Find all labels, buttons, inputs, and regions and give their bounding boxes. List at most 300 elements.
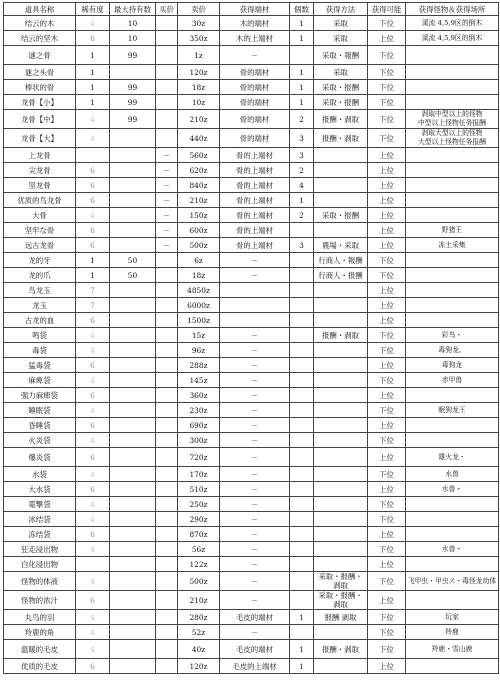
source-cell [406, 283, 499, 298]
source-cell [406, 46, 499, 65]
availability-cell: 下位 [368, 328, 406, 343]
method-cell: 農場・采取 [314, 238, 368, 253]
max-hold-cell: 99 [110, 110, 156, 129]
max-hold-cell: 99 [110, 95, 156, 110]
method-cell: 采取・報酬 [314, 46, 368, 65]
availability-cell: 上位 [368, 283, 406, 298]
availability-cell: 上位 [368, 448, 406, 467]
material-cell: － [220, 497, 290, 512]
item-name-cell: 狂走浸出物 [4, 542, 76, 557]
buy-price-cell: － [156, 163, 178, 178]
col-header-max-hold: 最大持有数 [110, 3, 156, 16]
table-row [4, 148, 499, 163]
item-name-cell: 坚牢な骨 [4, 223, 76, 238]
item-name-cell: 优质的鸟龙骨 [4, 193, 76, 208]
rarity-cell: 4 [76, 373, 110, 388]
sell-price-cell: 690z [178, 418, 220, 433]
buy-price-cell: － [156, 238, 178, 253]
rarity-cell: 6 [76, 223, 110, 238]
rarity-cell: 6 [76, 659, 110, 674]
table-row [4, 482, 499, 497]
buy-price-cell [156, 65, 178, 80]
buy-price-cell [156, 591, 178, 610]
method-cell [314, 373, 368, 388]
count-cell: 1 [290, 16, 314, 31]
material-cell: － [220, 572, 290, 591]
count-cell [290, 625, 314, 640]
count-cell [290, 298, 314, 313]
count-cell: 2 [290, 163, 314, 178]
material-cell: － [220, 388, 290, 403]
max-hold-cell [110, 557, 156, 572]
material-cell: － [220, 403, 290, 418]
method-cell: 行商人・報酬 [314, 253, 368, 268]
material-cell: － [220, 467, 290, 482]
material-cell: 毛皮的端材 [220, 640, 290, 659]
buy-price-cell [156, 659, 178, 674]
rarity-cell: 4 [76, 328, 110, 343]
item-name-cell: 上龙骨 [4, 148, 76, 163]
rarity-cell: 1 [76, 46, 110, 65]
max-hold-cell [110, 625, 156, 640]
availability-cell: 下位 [368, 343, 406, 358]
method-cell [314, 148, 368, 163]
buy-price-cell [156, 283, 178, 298]
count-cell [290, 358, 314, 373]
table-row [4, 163, 499, 178]
material-cell [220, 298, 290, 313]
rarity-cell: 6 [76, 163, 110, 178]
sell-price-cell: 288z [178, 358, 220, 373]
count-cell [290, 527, 314, 542]
count-cell [290, 253, 314, 268]
source-cell: 水兽 [406, 467, 499, 482]
table-row [4, 557, 499, 572]
source-cell [406, 659, 499, 674]
buy-price-cell [156, 557, 178, 572]
item-name-cell: 猛毒袋 [4, 358, 76, 373]
item-name-cell: 爆炎袋 [4, 448, 76, 467]
material-cell: － [220, 542, 290, 557]
buy-price-cell: － [156, 223, 178, 238]
source-cell [406, 178, 499, 193]
rarity-cell: 6 [76, 193, 110, 208]
availability-cell: 下位 [368, 16, 406, 31]
max-hold-cell [110, 298, 156, 313]
rarity-cell: 4 [76, 497, 110, 512]
availability-cell: 上位 [368, 298, 406, 313]
count-cell: 1 [290, 640, 314, 659]
table-row [4, 467, 499, 482]
item-name-cell: 丸鸟的羽 [4, 610, 76, 625]
method-cell [314, 448, 368, 467]
sell-price-cell: 6000z [178, 298, 220, 313]
rarity-cell: 4 [76, 129, 110, 148]
item-name-cell: 睡眠袋 [4, 403, 76, 418]
item-name-cell: 火炎袋 [4, 433, 76, 448]
table-row [4, 659, 499, 674]
count-cell [290, 591, 314, 610]
sell-price-cell: 600z [178, 223, 220, 238]
sell-price-cell: 560z [178, 148, 220, 163]
source-cell [406, 80, 499, 95]
method-cell: 报酬・剥取 [314, 328, 368, 343]
rarity-cell: 4 [76, 542, 110, 557]
buy-price-cell: － [156, 148, 178, 163]
material-cell: 骨的上端材 [220, 148, 290, 163]
buy-price-cell [156, 313, 178, 328]
count-cell [290, 373, 314, 388]
max-hold-cell [110, 527, 156, 542]
max-hold-cell [110, 358, 156, 373]
buy-price-cell [156, 448, 178, 467]
material-cell: 骨的上端材 [220, 163, 290, 178]
count-cell [290, 403, 314, 418]
table-row [4, 591, 499, 610]
rarity-cell: 1 [76, 253, 110, 268]
max-hold-cell: 99 [110, 80, 156, 95]
rarity-cell: 4 [76, 433, 110, 448]
count-cell [290, 313, 314, 328]
item-table [3, 2, 499, 674]
source-cell [406, 557, 499, 572]
max-hold-cell [110, 223, 156, 238]
max-hold-cell [110, 343, 156, 358]
buy-price-cell [156, 46, 178, 65]
rarity-cell: 4 [76, 403, 110, 418]
table-row [4, 512, 499, 527]
rarity-cell: 6 [76, 527, 110, 542]
item-name-cell: 水袋 [4, 467, 76, 482]
rarity-cell: 7 [76, 298, 110, 313]
availability-cell: 下位 [368, 129, 406, 148]
source-cell [406, 497, 499, 512]
buy-price-cell [156, 433, 178, 448]
source-cell: 玩家 [406, 610, 499, 625]
sell-price-cell: 250z [178, 497, 220, 512]
material-cell: 骨的上端材 [220, 238, 290, 253]
availability-cell: 下位 [368, 640, 406, 659]
sell-price-cell: 210z [178, 591, 220, 610]
count-cell [290, 418, 314, 433]
sell-price-cell: 1z [178, 46, 220, 65]
item-name-cell: 怪物的体液 [4, 572, 76, 591]
max-hold-cell [110, 448, 156, 467]
availability-cell: 下位 [368, 610, 406, 625]
method-cell [314, 467, 368, 482]
sell-price-cell: 350z [178, 31, 220, 46]
availability-cell: 上位 [368, 591, 406, 610]
max-hold-cell [110, 512, 156, 527]
sell-price-cell: 15z [178, 328, 220, 343]
method-cell [314, 482, 368, 497]
rarity-cell: 4 [76, 610, 110, 625]
rarity-cell [76, 557, 110, 572]
table-row [4, 625, 499, 640]
availability-cell: 上位 [368, 482, 406, 497]
max-hold-cell [110, 640, 156, 659]
availability-cell: 下位 [368, 373, 406, 388]
table-row [4, 328, 499, 343]
sell-price-cell: 122z [178, 557, 220, 572]
material-cell [220, 283, 290, 298]
material-cell: － [220, 358, 290, 373]
sell-price-cell: 440z [178, 129, 220, 148]
item-name-cell: 鸟龙玉 [4, 283, 76, 298]
availability-cell: 下位 [368, 497, 406, 512]
table-row [4, 298, 499, 313]
table-row [4, 238, 499, 253]
method-cell [314, 178, 368, 193]
method-cell [314, 283, 368, 298]
buy-price-cell [156, 403, 178, 418]
max-hold-cell [110, 193, 156, 208]
buy-price-cell: － [156, 193, 178, 208]
source-cell [406, 65, 499, 80]
method-cell [314, 403, 368, 418]
sell-price-cell: 4850z [178, 283, 220, 298]
col-header-availability: 获得可能 [368, 3, 406, 16]
max-hold-cell: 99 [110, 46, 156, 65]
col-header-source: 获得怪物＆获得场所 [406, 3, 499, 16]
buy-price-cell [156, 31, 178, 46]
buy-price-cell [156, 625, 178, 640]
buy-price-cell [156, 418, 178, 433]
item-name-cell: 大水袋 [4, 482, 76, 497]
table-row [4, 640, 499, 659]
item-name-cell: 毒袋 [4, 343, 76, 358]
count-cell: 3 [290, 129, 314, 148]
rarity-cell: 1 [76, 95, 110, 110]
rarity-cell: 6 [76, 178, 110, 193]
max-hold-cell [110, 482, 156, 497]
count-cell: 2 [290, 208, 314, 223]
method-cell: 采取・报酬・剥取 [314, 572, 368, 591]
item-name-cell: 古龙的血 [4, 313, 76, 328]
material-cell: － [220, 373, 290, 388]
availability-cell: 下位 [368, 625, 406, 640]
col-header-buy-price: 买价 [156, 3, 178, 16]
max-hold-cell [110, 328, 156, 343]
source-cell: 剥取大型以上的怪物 大型以上怪物任务报酬 [406, 129, 499, 148]
item-name-cell: 龙骨【中】 [4, 110, 76, 129]
max-hold-cell [110, 148, 156, 163]
method-cell [314, 659, 368, 674]
sell-price-cell: 56z [178, 542, 220, 557]
sell-price-cell: 720z [178, 448, 220, 467]
sell-price-cell: 120z [178, 659, 220, 674]
method-cell: 报酬・剥取 [314, 110, 368, 129]
source-cell: 水兽・ [406, 542, 499, 557]
table-row [4, 80, 499, 95]
rarity-cell: 4 [76, 467, 110, 482]
count-cell [290, 448, 314, 467]
max-hold-cell: 50 [110, 268, 156, 283]
source-cell: 水兽・ [406, 482, 499, 497]
count-cell [290, 268, 314, 283]
rarity-cell: 1 [76, 80, 110, 95]
method-cell [314, 223, 368, 238]
item-name-cell: 龙骨【大】 [4, 129, 76, 148]
availability-cell: 下位 [368, 80, 406, 95]
item-name-cell: 昏睡袋 [4, 418, 76, 433]
col-header-name: 道具名称 [4, 3, 76, 16]
table-row [4, 110, 499, 129]
method-cell [314, 497, 368, 512]
source-cell [406, 253, 499, 268]
material-cell: 毛皮的端材 [220, 610, 290, 625]
source-cell [406, 193, 499, 208]
max-hold-cell [110, 208, 156, 223]
table-row [4, 497, 499, 512]
availability-cell: 下位 [368, 542, 406, 557]
availability-cell: 下位 [368, 268, 406, 283]
buy-price-cell [156, 497, 178, 512]
availability-cell: 上位 [368, 223, 406, 238]
source-cell: 毒狗龙、 [406, 343, 499, 358]
method-cell [314, 527, 368, 542]
max-hold-cell [110, 65, 156, 80]
max-hold-cell [110, 373, 156, 388]
method-cell: 采取 [314, 31, 368, 46]
table-row [4, 31, 499, 46]
material-cell: 骨的上端材 [220, 178, 290, 193]
source-cell: 飞甲虫・甲虫ス・毒怪龙幼体 [406, 572, 499, 591]
table-row [4, 223, 499, 238]
count-cell [290, 467, 314, 482]
count-cell [290, 572, 314, 591]
sell-price-cell: 620z [178, 163, 220, 178]
buy-price-cell [156, 95, 178, 110]
material-cell: － [220, 46, 290, 65]
material-cell: － [220, 527, 290, 542]
availability-cell: 上位 [368, 418, 406, 433]
availability-cell: 上位 [368, 388, 406, 403]
sell-price-cell: 18z [178, 268, 220, 283]
rarity-cell: 6 [76, 238, 110, 253]
buy-price-cell [156, 129, 178, 148]
buy-price-cell [156, 328, 178, 343]
material-cell: － [220, 512, 290, 527]
table-row [4, 572, 499, 591]
count-cell: 1 [290, 610, 314, 625]
table-row [4, 610, 499, 625]
max-hold-cell [110, 238, 156, 253]
max-hold-cell [110, 313, 156, 328]
item-name-cell: 结云的木 [4, 16, 76, 31]
max-hold-cell: 50 [110, 253, 156, 268]
item-name-cell: 羚鹿的角 [4, 625, 76, 640]
sell-price-cell: 96z [178, 343, 220, 358]
count-cell [290, 433, 314, 448]
material-cell: － [220, 448, 290, 467]
availability-cell: 下位 [368, 572, 406, 591]
item-name-cell: 坚龙骨 [4, 178, 76, 193]
sell-price-cell: 870z [178, 527, 220, 542]
table-row [4, 448, 499, 467]
material-cell: 骨的端材 [220, 65, 290, 80]
source-cell: 溪流 4,5,9区的倒木 [406, 16, 499, 31]
rarity-cell: 7 [76, 283, 110, 298]
item-name-cell: 尖龙骨 [4, 163, 76, 178]
table-row [4, 129, 499, 148]
count-cell: 2 [290, 110, 314, 129]
count-cell [290, 46, 314, 65]
sell-price-cell: 300z [178, 433, 220, 448]
sell-price-cell: 500z [178, 238, 220, 253]
availability-cell: 上位 [368, 358, 406, 373]
availability-cell: 下位 [368, 46, 406, 65]
method-cell [314, 557, 368, 572]
max-hold-cell [110, 497, 156, 512]
source-cell: 赤甲兽 [406, 373, 499, 388]
table-row [4, 65, 499, 80]
item-name-cell: 怪物的浓汁 [4, 591, 76, 610]
method-cell: 报酬・剥取 [314, 129, 368, 148]
source-cell: 剥取中型以上的怪物 中型以上怪物任务报酬 [406, 110, 499, 129]
rarity-cell: 6 [76, 482, 110, 497]
method-cell: 行商人・报酬 [314, 268, 368, 283]
source-cell: 眠狗龙王 [406, 403, 499, 418]
sell-price-cell: 145z [178, 373, 220, 388]
source-cell [406, 527, 499, 542]
buy-price-cell: － [156, 178, 178, 193]
availability-cell: 上位 [368, 527, 406, 542]
table-row [4, 253, 499, 268]
source-cell [406, 313, 499, 328]
method-cell: 采取 [314, 65, 368, 80]
col-header-count: 個数 [290, 3, 314, 16]
sell-price-cell: 40z [178, 640, 220, 659]
rarity-cell: 4 [76, 640, 110, 659]
table-row [4, 403, 499, 418]
sell-price-cell: 120z [178, 65, 220, 80]
source-cell: 溪流 4,5,9区的倒木 [406, 31, 499, 46]
sell-price-cell: 230z [178, 403, 220, 418]
source-cell [406, 163, 499, 178]
availability-cell: 下位 [368, 403, 406, 418]
method-cell [314, 298, 368, 313]
max-hold-cell [110, 572, 156, 591]
source-cell [406, 512, 499, 527]
max-hold-cell: 10 [110, 31, 156, 46]
table-row [4, 373, 499, 388]
availability-cell: 下位 [368, 110, 406, 129]
material-cell: － [220, 557, 290, 572]
buy-price-cell [156, 373, 178, 388]
availability-cell: 下位 [368, 253, 406, 268]
buy-price-cell [156, 110, 178, 129]
table-row [4, 343, 499, 358]
method-cell [314, 163, 368, 178]
count-cell [290, 328, 314, 343]
material-cell: 骨的上端材 [220, 208, 290, 223]
availability-cell: 上位 [368, 148, 406, 163]
sell-price-cell: 150z [178, 208, 220, 223]
item-name-cell: 龙的牙 [4, 253, 76, 268]
source-cell [406, 148, 499, 163]
sell-price-cell: 210z [178, 110, 220, 129]
count-cell [290, 542, 314, 557]
buy-price-cell [156, 527, 178, 542]
table-body [4, 16, 499, 674]
max-hold-cell [110, 178, 156, 193]
buy-price-cell [156, 80, 178, 95]
sell-price-cell: 18z [178, 80, 220, 95]
material-cell: － [220, 625, 290, 640]
col-header-method: 获得方法 [314, 3, 368, 16]
item-name-cell: 麻痺袋 [4, 373, 76, 388]
